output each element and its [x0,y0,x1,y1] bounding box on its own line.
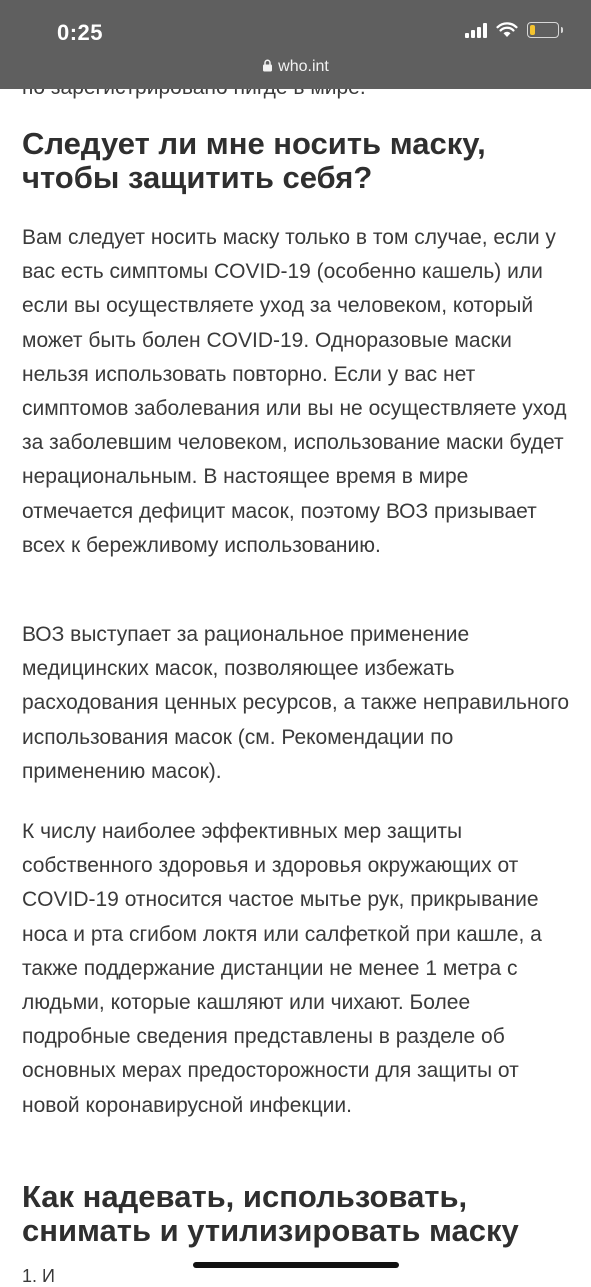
url-text: who.int [278,58,329,75]
browser-top-bar [0,0,591,89]
paragraph-2: ВОЗ выступает за рациональное применение медицинских масок, позволяющее избежать расходования ценных ресурсов, а также неправильного использования масок (см. Рекомендации по применению масок). [22,623,570,783]
article-section-2 [22,1180,572,1248]
battery-icon [527,22,559,38]
section-heading: Следует ли мне носить маску, чтобы защитить себя? [22,126,486,195]
section-heading-2: Как надевать, использовать, снимать и утилизировать маску [22,1179,519,1248]
list-item-peek: 1. И [22,1266,55,1286]
cellular-signal-icon [465,23,487,38]
status-time: 0:25 [57,20,104,45]
article-section-1 [22,127,572,195]
wifi-icon [496,22,518,38]
address-bar[interactable] [0,58,591,76]
paragraph-1: Вам следует носить маску только в том случае, если у вас есть симптомы COVID-19 (особенно кашель) или если вы осуществляете уход за человеком, который может быть болен COVID-19. Одноразовые маски нельзя использовать повторно. Если у вас нет симптомов заболевания или вы не осуществляете уход за заболевшим человеком, использование маски будет нерациональным. В настоящее время в мире отмечается дефицит масок, поэтому ВОЗ призывает всех к бережливому использованию. [22,226,567,557]
lock-icon [262,59,273,72]
home-indicator[interactable] [193,1262,399,1268]
status-icons [465,22,559,38]
paragraph-3: К числу наиболее эффективных мер защиты собственного здоровья и здоровья окружающих от COVID-19 относится частое мытье рук, прикрывание носа и рта сгибом локтя или салфеткой при кашле, а также поддержание дистанции не менее 1 метра с людьми, которые кашляют или чихают. Более подробные сведения представлены в разделе об основных мерах предосторожности для защиты от новой коронавирусной инфекции. [22,820,542,1117]
